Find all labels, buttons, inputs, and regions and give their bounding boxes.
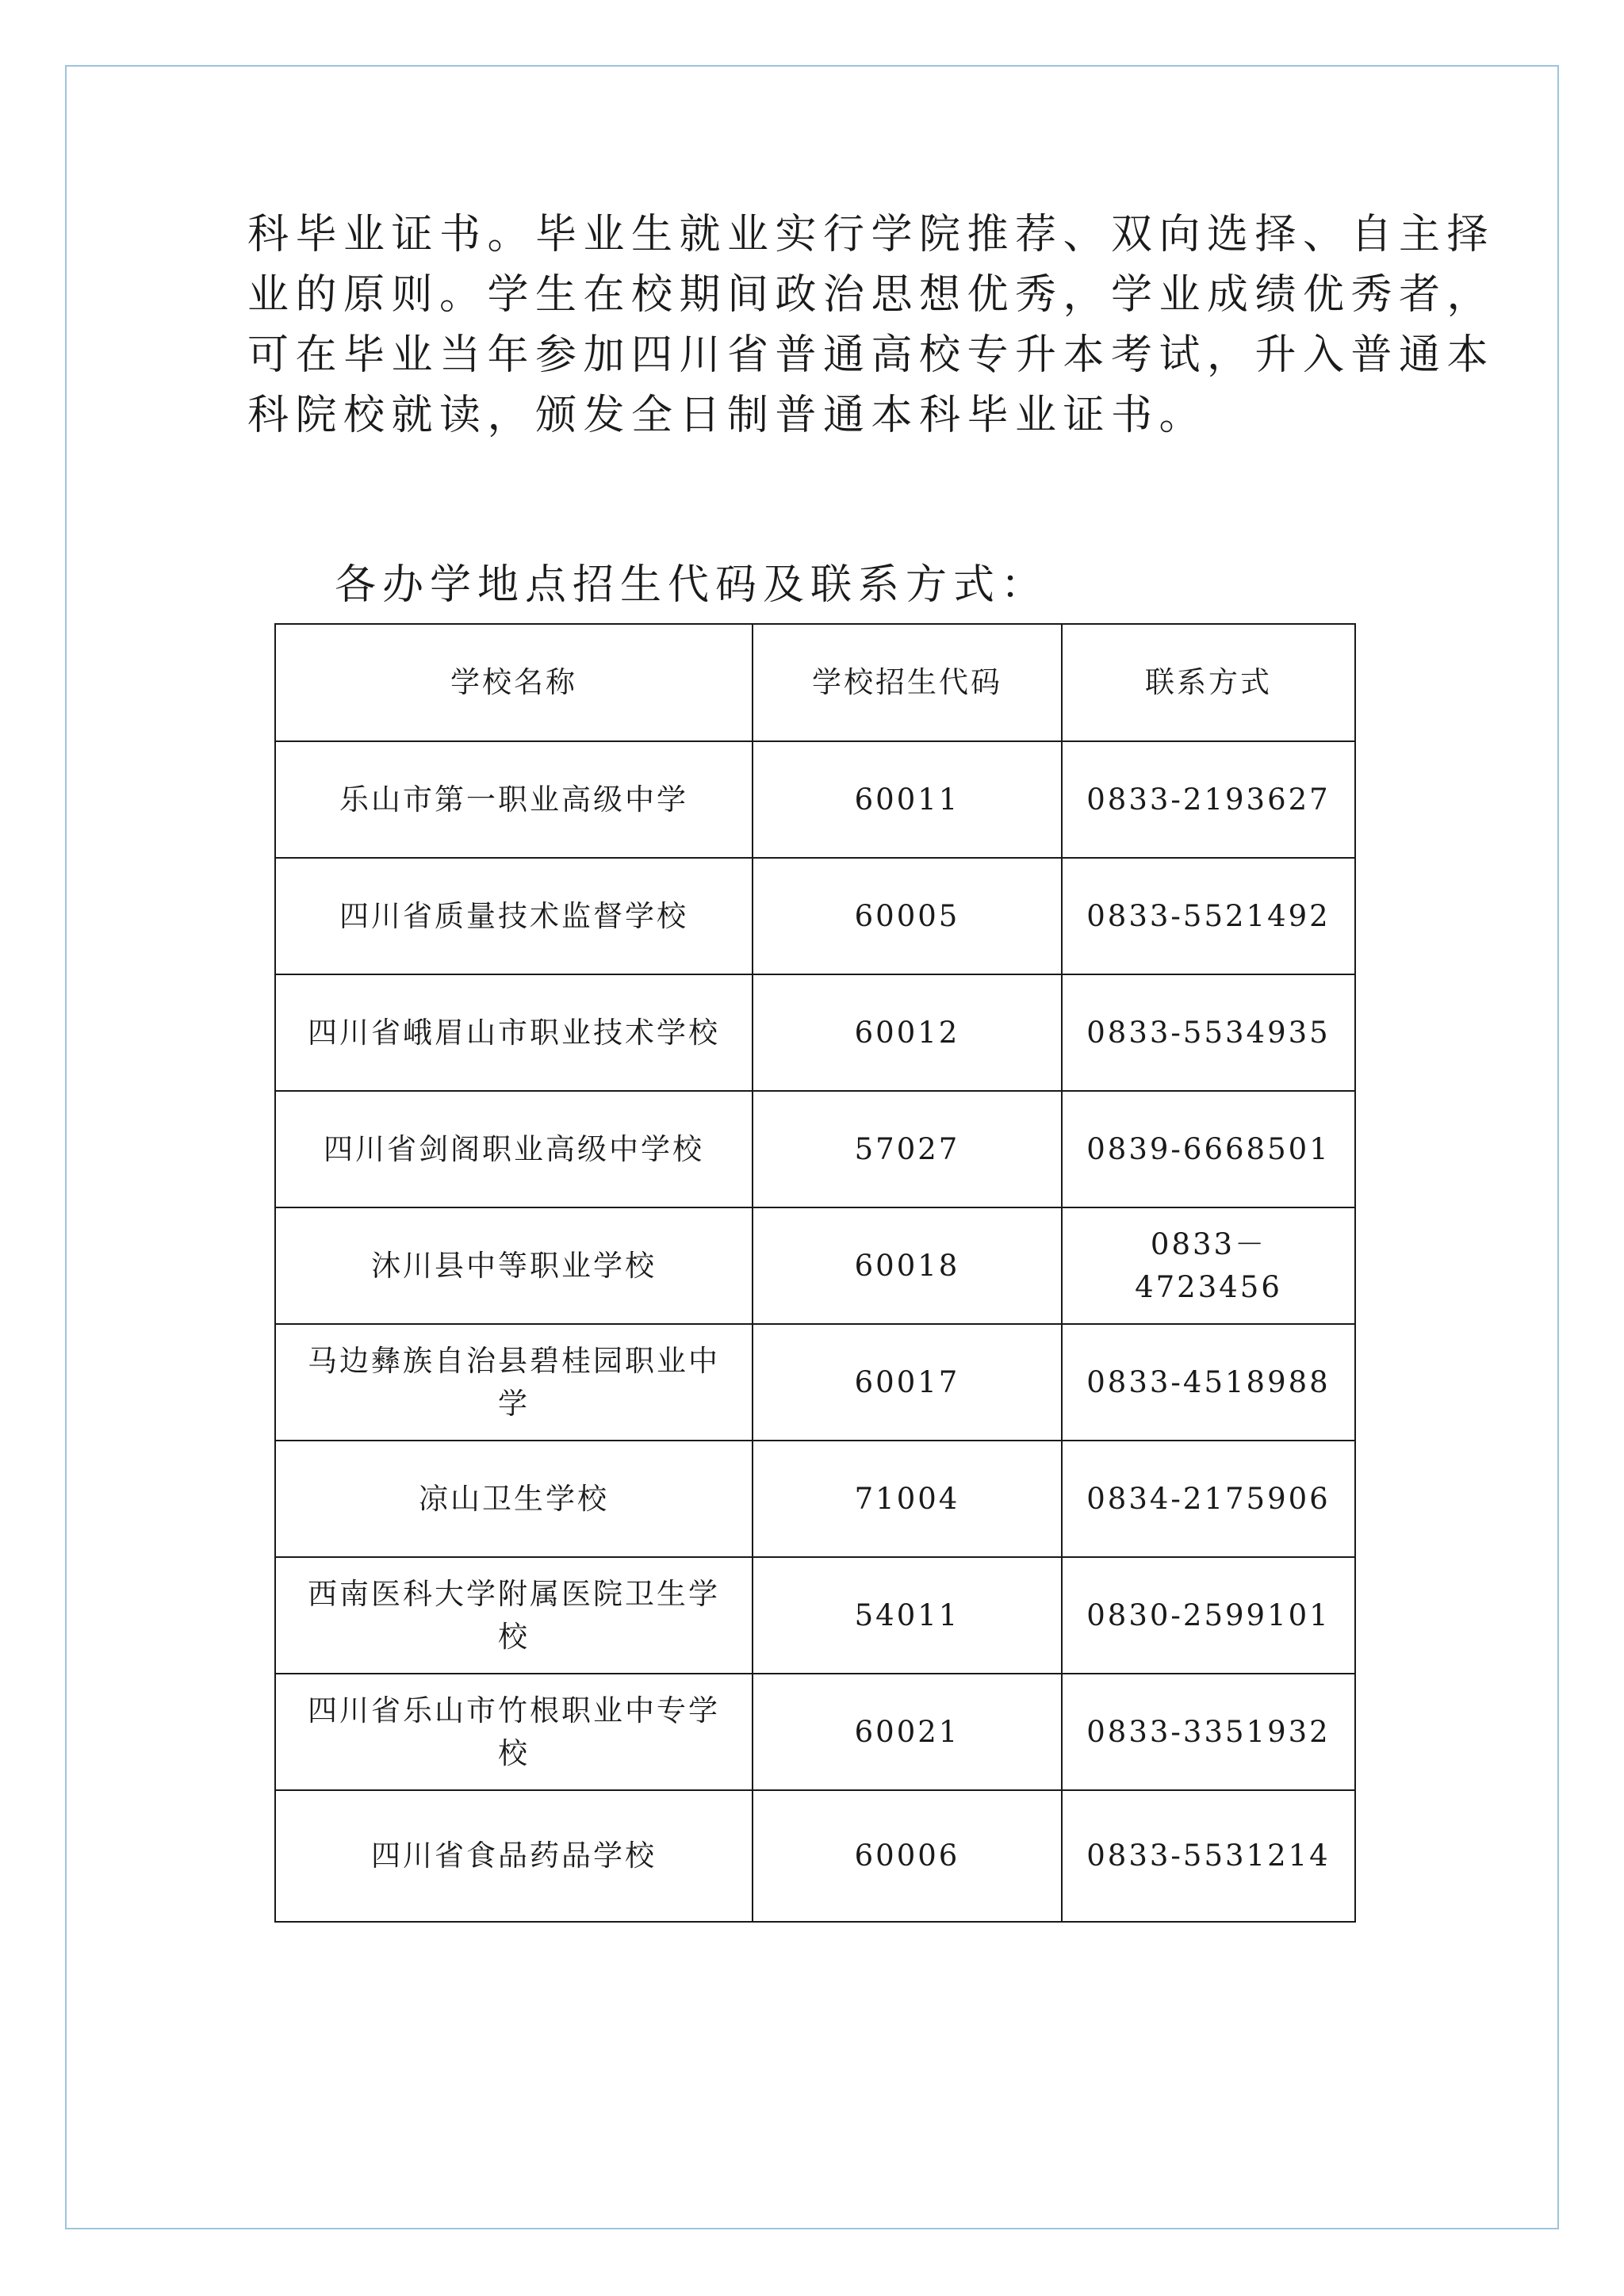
contact-phone: 0834-2175906	[1062, 1441, 1355, 1557]
contact-phone: 0833-4518988	[1062, 1324, 1355, 1441]
contact-phone: 0833－4723456	[1062, 1207, 1355, 1324]
school-name: 西南医科大学附属医院卫生学校	[275, 1557, 753, 1674]
contact-phone: 0833-5531214	[1062, 1790, 1355, 1922]
table-row	[275, 1207, 1355, 1324]
table-row	[275, 858, 1355, 974]
table-row	[275, 1674, 1355, 1790]
enrollment-code: 60018	[753, 1207, 1062, 1324]
enrollment-code: 60021	[753, 1674, 1062, 1790]
table-header-row	[275, 624, 1355, 741]
table-row	[275, 1557, 1355, 1674]
contact-phone: 0833-2193627	[1062, 741, 1355, 858]
table-row	[275, 1441, 1355, 1557]
school-name: 四川省乐山市竹根职业中专学校	[275, 1674, 753, 1790]
schools-table	[274, 623, 1356, 1923]
header-enrollment-code: 学校招生代码	[753, 624, 1062, 741]
school-name: 四川省峨眉山市职业技术学校	[275, 974, 753, 1091]
enrollment-code: 54011	[753, 1557, 1062, 1674]
table-row	[275, 1324, 1355, 1441]
school-name: 马边彝族自治县碧桂园职业中学	[275, 1324, 753, 1441]
enrollment-code: 60006	[753, 1790, 1062, 1922]
header-school-name: 学校名称	[275, 624, 753, 741]
paragraph-line: 科院校就读，颁发全日制普通本科毕业证书。	[247, 392, 1208, 439]
table-row	[275, 974, 1355, 1091]
school-name: 沐川县中等职业学校	[275, 1207, 753, 1324]
paragraph-line: 可在毕业当年参加四川省普通高校专升本考试，升入普通本	[247, 331, 1496, 379]
enrollment-code: 71004	[753, 1441, 1062, 1557]
contact-phone: 0833-3351932	[1062, 1674, 1355, 1790]
school-name: 乐山市第一职业高级中学	[275, 741, 753, 858]
header-contact: 联系方式	[1062, 624, 1355, 741]
table-intro: 各办学地点招生代码及联系方式：	[335, 561, 1049, 609]
school-name: 四川省剑阁职业高级中学校	[275, 1091, 753, 1207]
body-paragraph	[247, 205, 1496, 446]
contact-phone: 0833-5521492	[1062, 858, 1355, 974]
school-name: 凉山卫生学校	[275, 1441, 753, 1557]
paragraph-line: 科毕业证书。毕业生就业实行学院推荐、双向选择、自主择	[247, 211, 1496, 258]
table-row	[275, 741, 1355, 858]
enrollment-code: 60017	[753, 1324, 1062, 1441]
contact-phone: 0839-6668501	[1062, 1091, 1355, 1207]
contact-phone: 0833-5534935	[1062, 974, 1355, 1091]
contact-phone: 0830-2599101	[1062, 1557, 1355, 1674]
school-name: 四川省质量技术监督学校	[275, 858, 753, 974]
enrollment-code: 57027	[753, 1091, 1062, 1207]
enrollment-code: 60011	[753, 741, 1062, 858]
table-row	[275, 1790, 1355, 1922]
paragraph-line: 业的原则。学生在校期间政治思想优秀，学业成绩优秀者，	[247, 271, 1496, 319]
table-row	[275, 1091, 1355, 1207]
school-name: 四川省食品药品学校	[275, 1790, 753, 1922]
enrollment-code: 60005	[753, 858, 1062, 974]
enrollment-code: 60012	[753, 974, 1062, 1091]
